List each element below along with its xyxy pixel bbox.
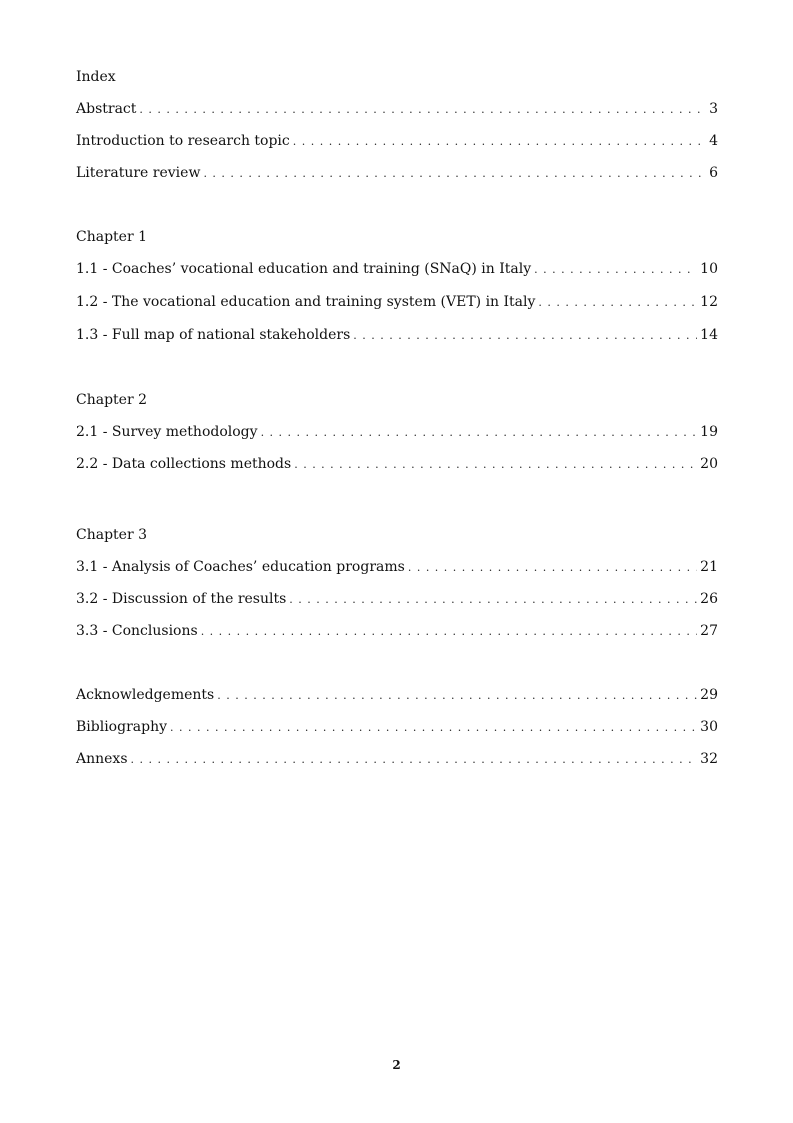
toc-entry-page: 6 <box>709 165 718 181</box>
chapter-3-heading: Chapter 3 <box>76 527 147 543</box>
dot-leader <box>538 294 697 312</box>
dot-leader <box>294 456 697 474</box>
toc-entry-page: 21 <box>700 559 718 575</box>
dot-leader <box>261 424 698 442</box>
dot-leader <box>289 591 697 609</box>
index-heading: Index <box>76 69 116 85</box>
dot-leader <box>534 261 697 279</box>
toc-entry-page: 19 <box>700 424 718 440</box>
toc-entry-title: 1.1 - Coaches’ vocational education and training (SNaQ) in Italy <box>76 261 532 277</box>
chapter-1-heading: Chapter 1 <box>76 229 147 245</box>
toc-entry-page: 26 <box>700 591 718 607</box>
dot-leader <box>353 327 697 345</box>
toc-entry-title: 3.2 - Discussion of the results <box>76 591 287 607</box>
toc-entry-page: 32 <box>700 751 718 767</box>
toc-entry-title: Abstract <box>76 101 137 117</box>
toc-entry-1-2 <box>76 293 718 311</box>
dot-leader <box>201 623 697 641</box>
dot-leader <box>408 559 697 577</box>
toc-entry-title: 2.2 - Data collections methods <box>76 456 292 472</box>
toc-entry-title: 3.1 - Analysis of Coaches’ education programs <box>76 559 405 575</box>
table-of-contents <box>76 0 718 1123</box>
toc-entry-1-1 <box>76 260 718 278</box>
toc-entry-title: Literature review <box>76 165 201 181</box>
toc-entry-annexs <box>76 750 718 768</box>
toc-entry-title: 3.3 - Conclusions <box>76 623 198 639</box>
toc-entry-3-2 <box>76 590 718 608</box>
toc-entry-page: 30 <box>700 719 718 735</box>
toc-entry-page: 4 <box>709 133 718 149</box>
toc-entry-page: 29 <box>700 687 718 703</box>
toc-entry-introduction <box>76 132 718 150</box>
toc-entry-title: 1.2 - The vocational education and training system (VET) in Italy <box>76 294 536 310</box>
dot-leader <box>139 101 706 119</box>
toc-entry-title: Introduction to research topic <box>76 133 290 149</box>
toc-entry-3-3 <box>76 622 718 640</box>
page-number: 2 <box>392 1058 401 1072</box>
toc-entry-page: 27 <box>700 623 718 639</box>
toc-entry-title: 1.3 - Full map of national stakeholders <box>76 327 351 343</box>
toc-entry-abstract <box>76 100 718 118</box>
dot-leader <box>293 133 706 151</box>
toc-entry-2-2 <box>76 455 718 473</box>
dot-leader <box>217 687 697 705</box>
toc-entry-title: Annexs <box>76 751 128 767</box>
toc-entry-3-1 <box>76 558 718 576</box>
dot-leader <box>170 719 697 737</box>
toc-entry-2-1 <box>76 423 718 441</box>
toc-entry-literature-review <box>76 164 718 182</box>
toc-entry-title: 2.1 - Survey methodology <box>76 424 258 440</box>
toc-entry-bibliography <box>76 718 718 736</box>
toc-entry-page: 12 <box>700 294 718 310</box>
toc-entry-acknowledgements <box>76 686 718 704</box>
chapter-2-heading: Chapter 2 <box>76 392 147 408</box>
toc-entry-page: 20 <box>700 456 718 472</box>
toc-entry-page: 10 <box>700 261 718 277</box>
toc-entry-page: 3 <box>709 101 718 117</box>
dot-leader <box>203 165 706 183</box>
toc-entry-title: Acknowledgements <box>76 687 215 703</box>
dot-leader <box>131 751 698 769</box>
toc-entry-1-3 <box>76 326 718 344</box>
toc-entry-title: Bibliography <box>76 719 167 735</box>
toc-entry-page: 14 <box>700 327 718 343</box>
